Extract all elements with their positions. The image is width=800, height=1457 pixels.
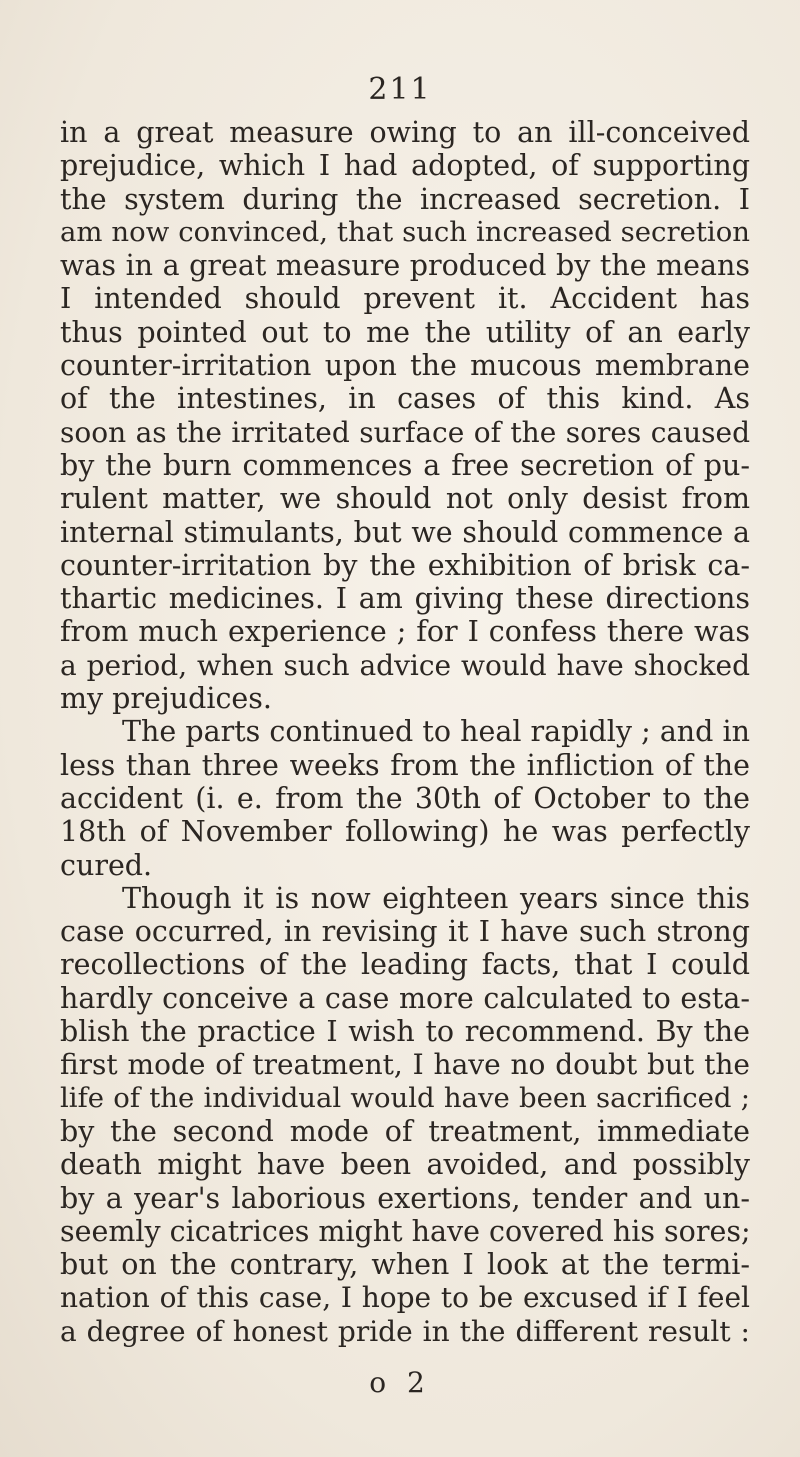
text-line: death might have been avoided, and possibly [60,1148,750,1182]
signature-mark: o 2 [369,1366,431,1399]
body-text [60,116,750,1348]
text-line: in a great measure owing to an ill-conceived [60,116,750,149]
text-line: recollections of the leading facts, that I could [60,948,750,982]
text-line: internal stimulants, but we should commence a [60,515,750,549]
text-line: was in a great measure produced by the means [60,249,750,283]
text-line: by the second mode of treatment, immediate [60,1114,750,1148]
text-line: prejudice, which I had adopted, of supporting [60,149,750,183]
text-line: but on the contrary, when I look at the termi- [60,1248,750,1282]
text-line: thartic medicines. I am giving these directions [60,582,750,616]
text-line: a degree of honest pride in the different result : [60,1314,750,1348]
text-line: thus pointed out to me the utility of an early [60,315,750,349]
text-line: The parts continued to heal rapidly ; and in [122,715,750,749]
text-line: Though it is now eighteen years since this [122,881,750,915]
text-line: accident (i. e. from the 30th of October to the [60,781,750,815]
text-line: case occurred, in revising it I have such strong [60,915,750,949]
text-line: am now convinced, that such increased secretion [60,215,750,248]
text-line: my prejudices. [60,682,272,716]
text-line: blish the practice I wish to recommend. By the [60,1015,750,1049]
text-line: by the burn commences a free secretion of pu- [60,448,750,482]
text-line: soon as the irritated surface of the sores caused [60,415,750,449]
text-line: less than three weeks from the infliction of the [60,748,750,782]
text-line: 18th of November following) he was perfectly [60,815,750,849]
text-line: from much experience ; for I confess there was [60,615,750,649]
text-line: rulent matter, we should not only desist from [60,482,750,516]
text-line: nation of this case, I hope to be excused if I feel [60,1281,750,1315]
text-line: I intended should prevent it. Accident has [60,282,750,316]
text-line: seemly cicatrices might have covered his sores; [60,1214,751,1248]
text-line: first mode of treatment, I have no doubt but the [60,1048,750,1082]
text-line: of the intestines, in cases of this kind. As [60,382,750,416]
text-line: hardly conceive a case more calculated to esta- [60,981,750,1015]
text-line: counter-irritation upon the mucous membrane [60,349,750,383]
text-line: a period, when such advice would have shocked [60,648,750,682]
text-line: the system during the increased secretion. I [60,182,750,216]
text-line: counter-irritation by the exhibition of brisk ca- [60,548,750,582]
text-line: by a year's laborious exertions, tender and un- [60,1181,750,1215]
text-line: life of the individual would have been sacrificed ; [60,1081,750,1114]
text-line: cured. [60,848,153,882]
page-number: 211 [368,72,432,107]
